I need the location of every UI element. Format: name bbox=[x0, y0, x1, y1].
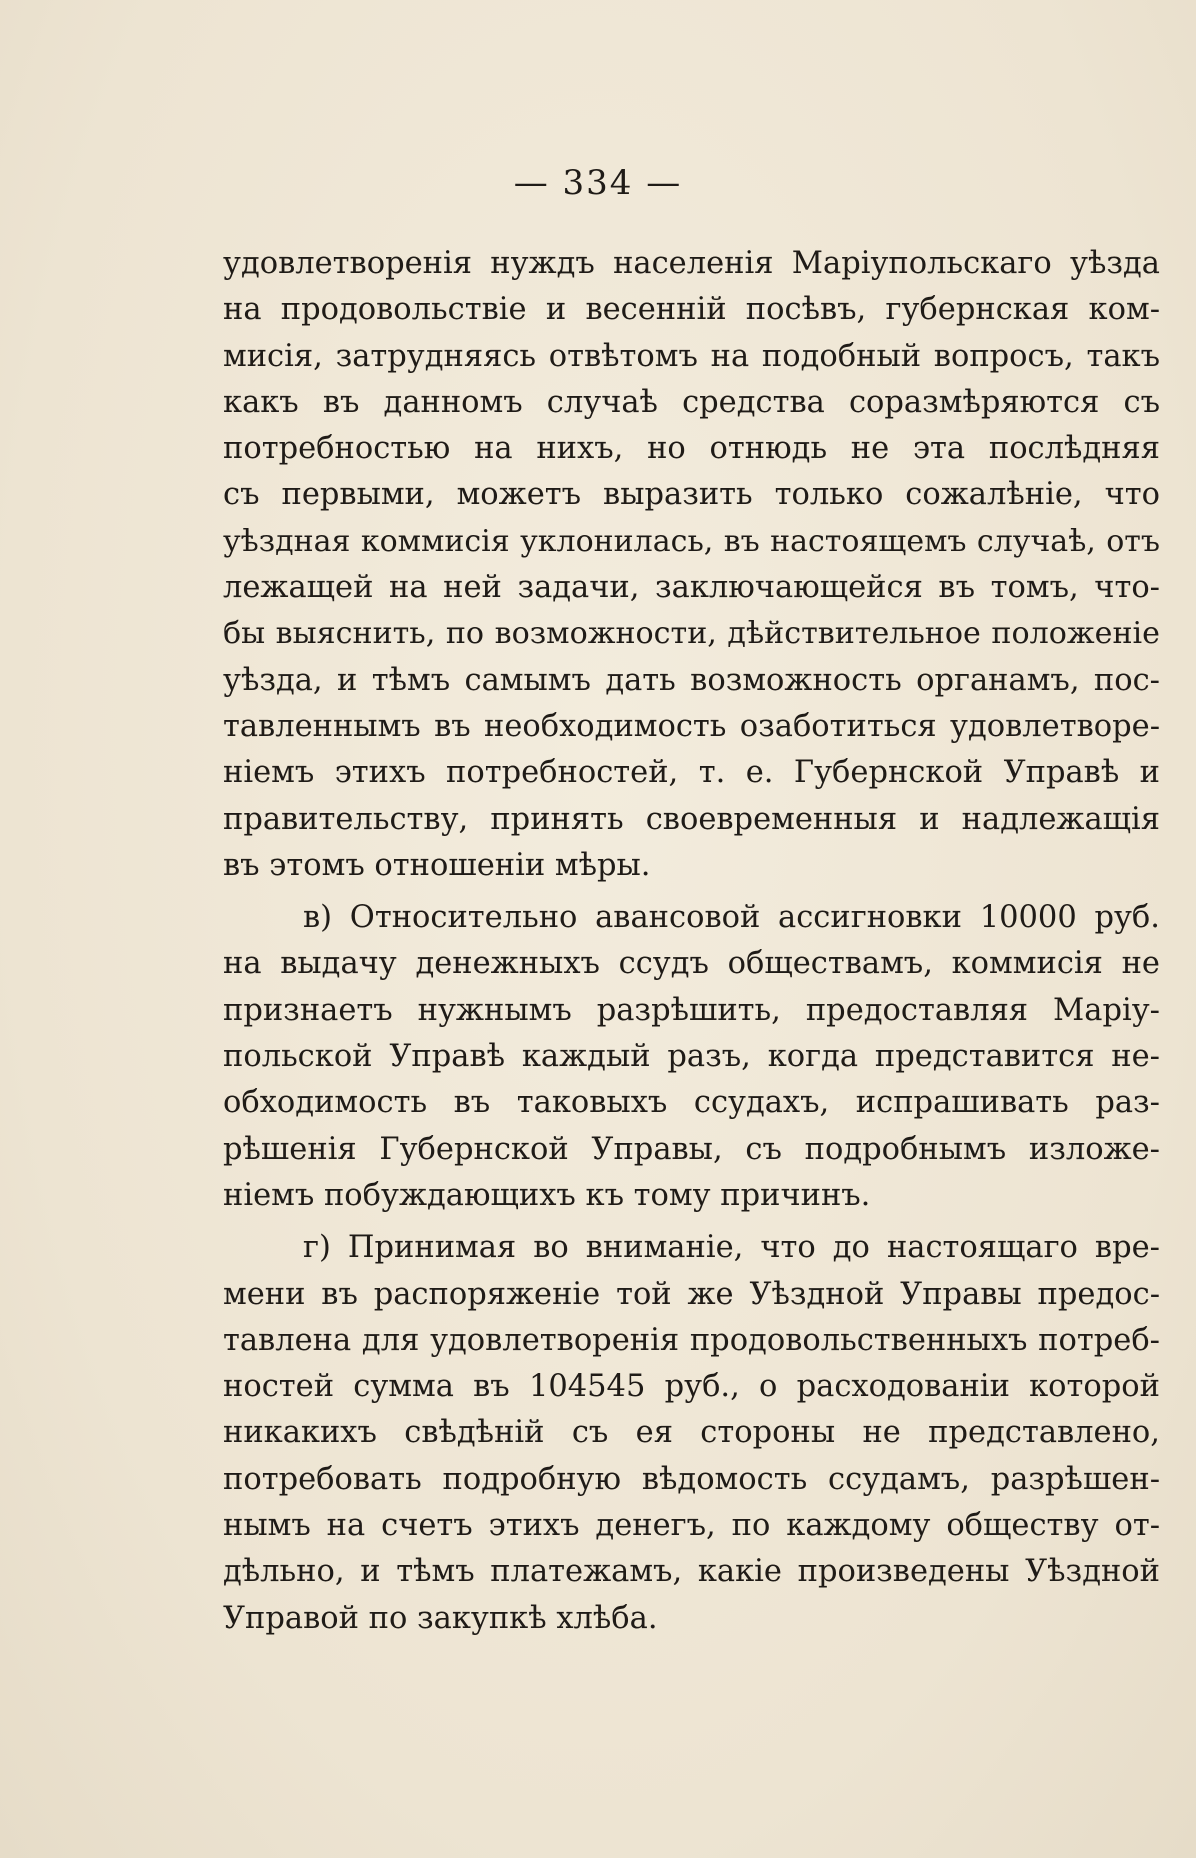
text-line: въ этомъ отношеніи мѣры. bbox=[223, 847, 651, 883]
text-line: съ первыми, можетъ выразить только сожалѣніе, что bbox=[223, 477, 1160, 513]
text-line: удовлетворенія нуждъ населенія Маріупольскаго уѣзда bbox=[223, 246, 1160, 281]
text-line: обходимость въ таковыхъ ссудахъ, испрашивать раз- bbox=[223, 1085, 1160, 1121]
text-line: на продовольствіе и весенній посѣвъ, губернская ком- bbox=[223, 292, 1160, 328]
text-line: бы выяснить, по возможности, дѣйствительное положеніе bbox=[223, 616, 1160, 652]
text-line: признаетъ нужнымъ разрѣшить, предоставляя Маріу- bbox=[223, 992, 1160, 1028]
text-line: нымъ на счетъ этихъ денегъ, по каждому обществу от- bbox=[223, 1508, 1160, 1544]
text-line: в) Относительно авансовой ассигновки 10000 руб. bbox=[303, 900, 1160, 936]
text-line: дѣльно, и тѣмъ платежамъ, какіе произведены Уѣздной bbox=[223, 1554, 1160, 1590]
paragraph-3 bbox=[223, 1225, 1160, 1642]
text-line: мени въ распоряженіе той же Уѣздной Управы предос- bbox=[223, 1276, 1160, 1312]
text-line: ніемъ этихъ потребностей, т. е. Губернской Управѣ и bbox=[223, 755, 1160, 791]
text-line: уѣздная коммисія уклонилась, въ настоящемъ случаѣ, отъ bbox=[223, 523, 1160, 559]
text-line: какъ въ данномъ случаѣ средства соразмѣряются съ bbox=[223, 384, 1160, 420]
text-line: польской Управѣ каждый разъ, когда представится не- bbox=[223, 1039, 1160, 1075]
text-line: потребностью на нихъ, но отнюдь не эта послѣдняя bbox=[223, 431, 1160, 467]
text-line: Управой по закупкѣ хлѣба. bbox=[223, 1600, 658, 1636]
text-line: г) Принимая во вниманіе, что до настоящаго вре- bbox=[303, 1230, 1160, 1266]
text-line: уѣзда, и тѣмъ самымъ дать возможность органамъ, пос- bbox=[223, 662, 1160, 698]
paragraph-2 bbox=[223, 895, 1160, 1219]
text-line: тавлена для удовлетворенія продовольственныхъ потреб- bbox=[223, 1322, 1160, 1358]
text-line: потребовать подробную вѣдомость ссудамъ, разрѣшен- bbox=[223, 1461, 1160, 1497]
text-line: рѣшенія Губернской Управы, съ подробнымъ изложе- bbox=[223, 1131, 1160, 1167]
text-line: правительству, принять своевременныя и надлежащія bbox=[223, 801, 1160, 837]
text-line: ностей сумма въ 104545 руб., о расходованіи которой bbox=[223, 1369, 1160, 1405]
page-body bbox=[223, 241, 1160, 1642]
text-line: ніемъ побуждающихъ къ тому причинъ. bbox=[223, 1177, 871, 1213]
text-line: никакихъ свѣдѣній съ ея стороны не представлено, bbox=[223, 1415, 1160, 1451]
text-line: тавленнымъ въ необходимость озаботиться удовлетворе- bbox=[223, 708, 1160, 744]
text-line: лежащей на ней задачи, заключающейся въ томъ, что- bbox=[223, 570, 1160, 606]
paragraph-1 bbox=[223, 241, 1160, 889]
text-line: мисія, затрудняясь отвѣтомъ на подобный вопросъ, такъ bbox=[223, 338, 1160, 374]
page-number: — 334 — bbox=[513, 163, 683, 203]
text-line: на выдачу денежныхъ ссудъ обществамъ, коммисія не bbox=[223, 946, 1160, 982]
